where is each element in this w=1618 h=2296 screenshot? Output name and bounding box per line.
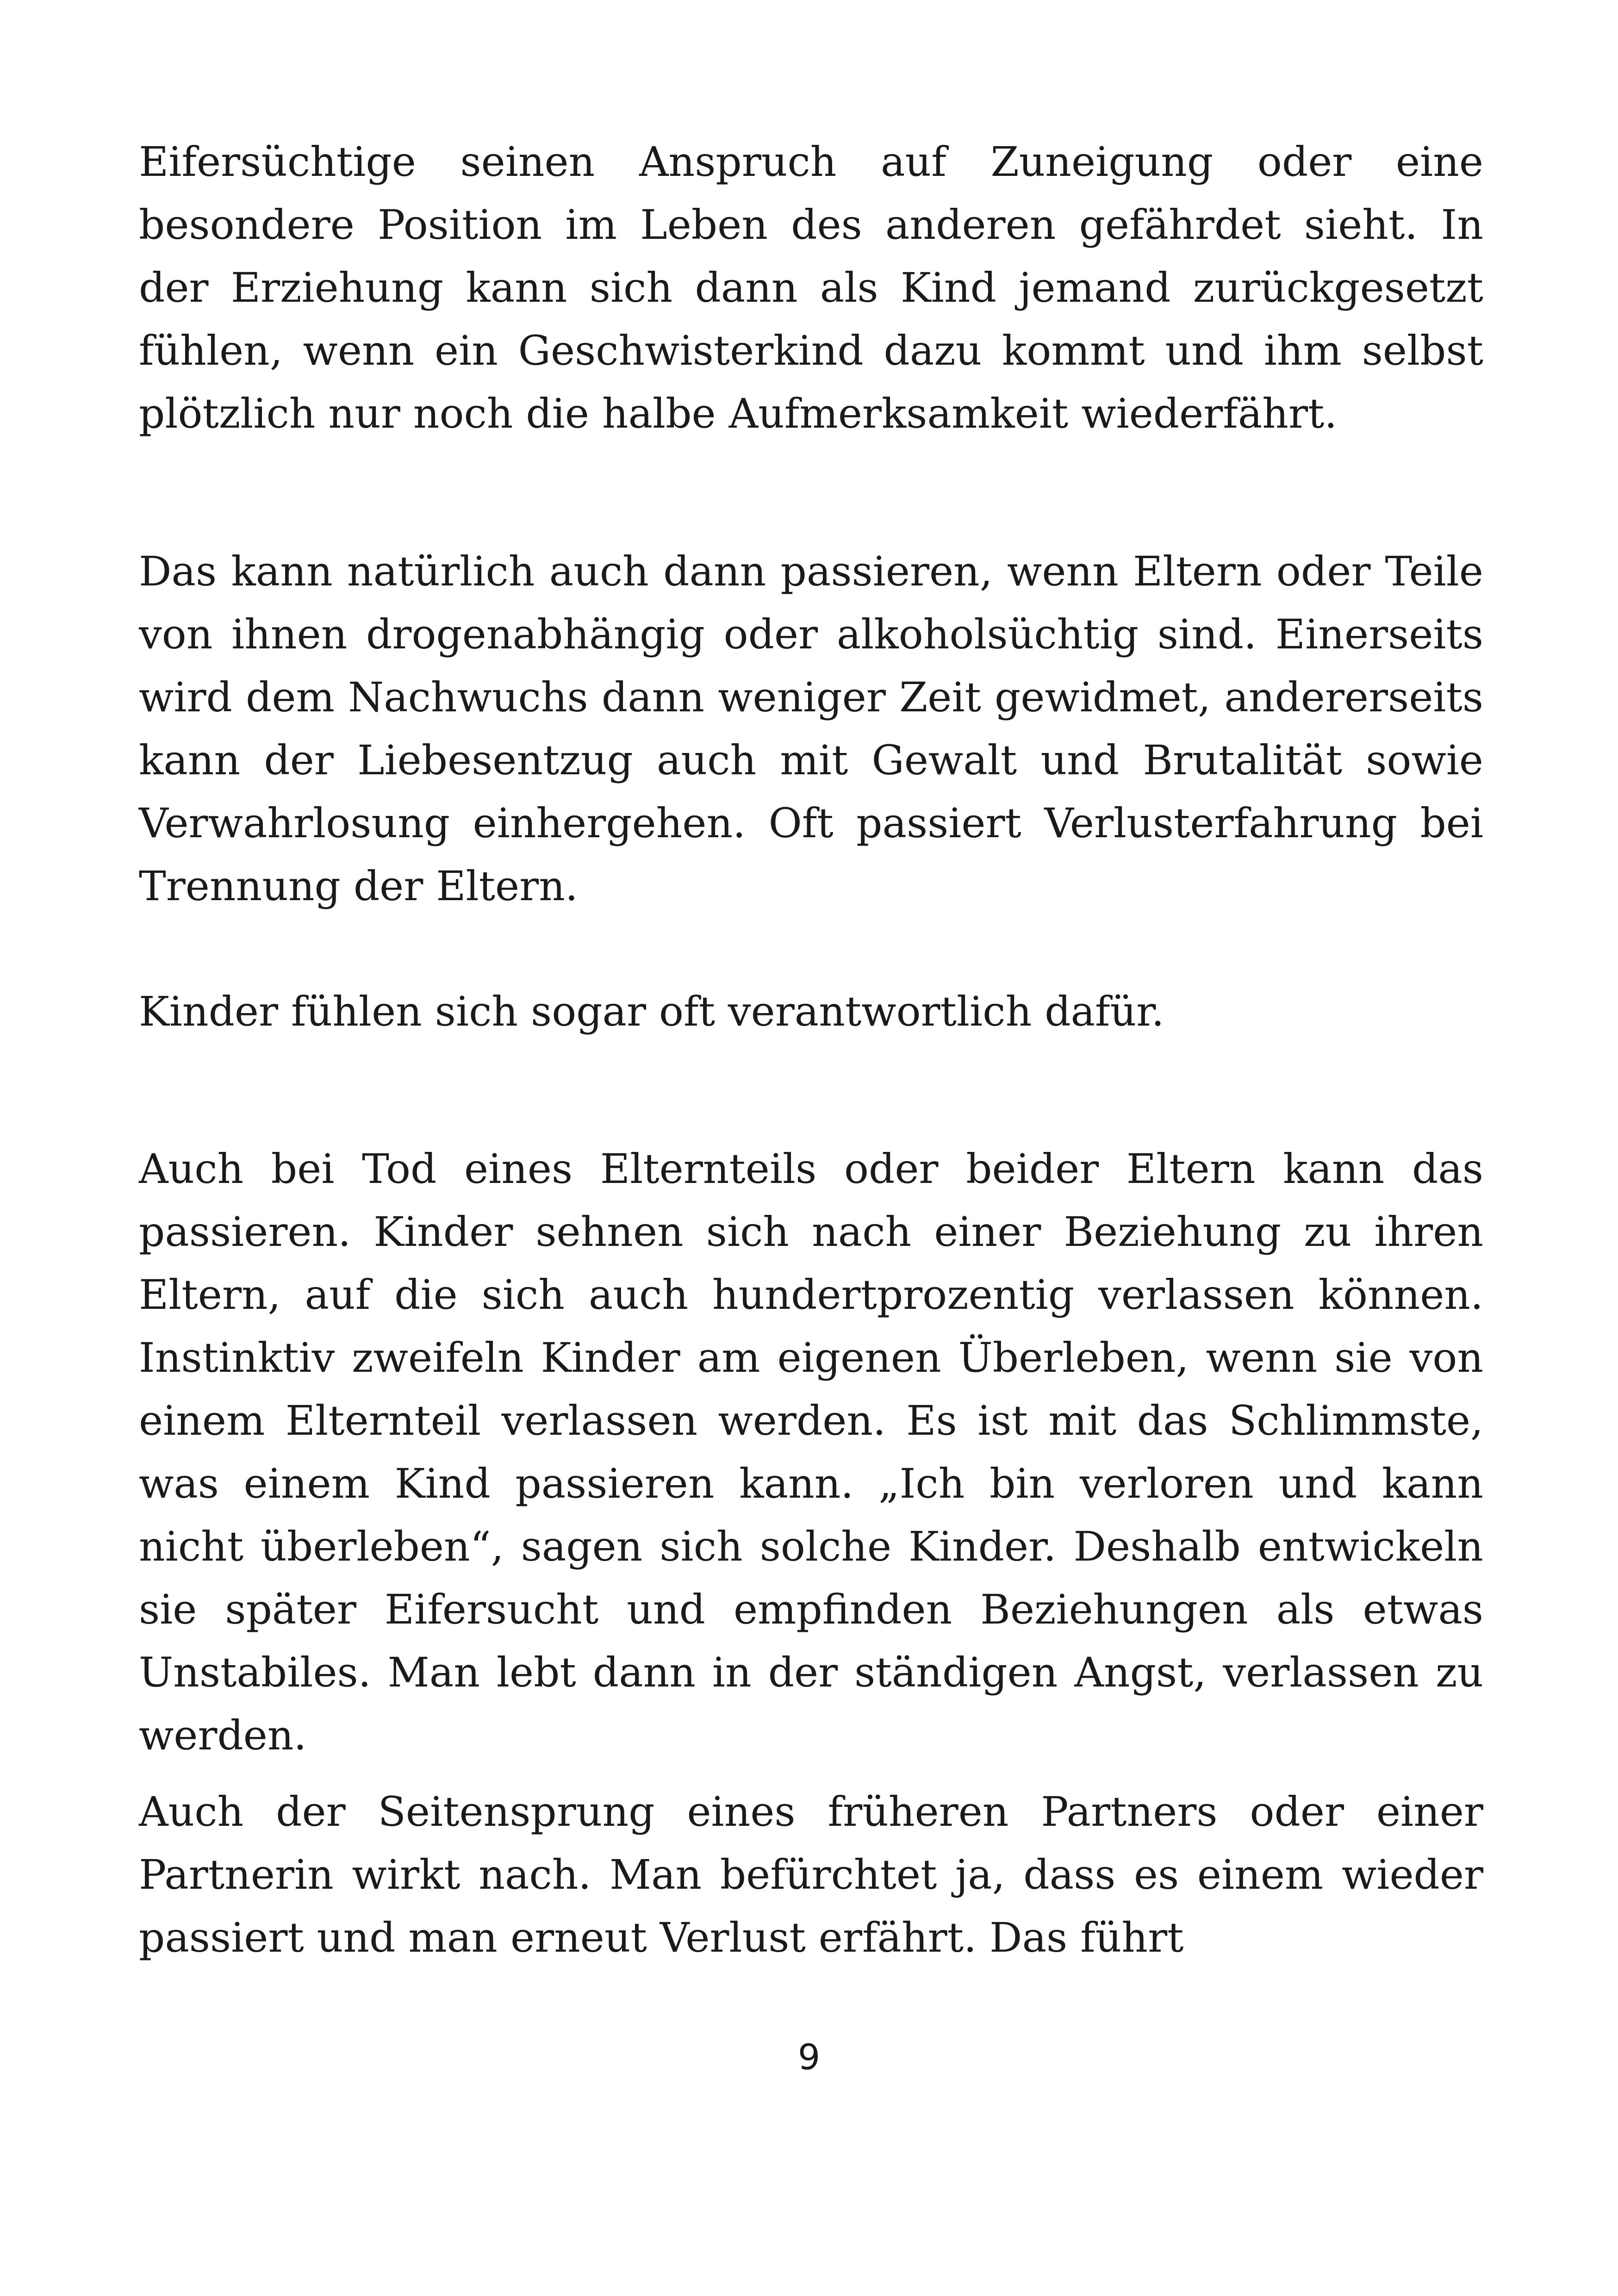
paragraph-jealousy-upbringing: Eifersüchtige seinen Anspruch auf Zuneigung oder eine besondere Position im Leben des anderen gefährdet sieht. In der Erziehung kann sich dann als Kind jemand zurückgesetzt fühlen, wenn ein Geschwisterkind dazu kommt und ihm selbst plötzlich nur noch die halbe Aufmerksamkeit wiederfährt. bbox=[139, 138, 1483, 437]
paragraph-infidelity: Auch der Seitensprung eines früheren Partners oder einer Partnerin wirkt nach. Man befürchtet ja, dass es einem wieder passiert und man erneut Verlust erfährt. Das führt bbox=[139, 1788, 1483, 1961]
paragraph-parent-death: Auch bei Tod eines Elternteils oder beider Eltern kann das passieren. Kinder sehnen sich nach einer Beziehung zu ihren Eltern, auf die sich auch hundertprozentig verlassen können. Instinktiv zweifeln Kinder am eigenen Überleben, wenn sie von einem Elternteil verlassen werden. Es ist mit das Schlimmste, was einem Kind passieren kann. „Ich bin verloren und kann nicht überleben“, sagen sich solche Kinder. Deshalb entwickeln sie später Eifersucht und empfinden Beziehungen als etwas Unstabiles. Man lebt dann in der ständigen Angst, verlassen zu werden. bbox=[139, 1145, 1483, 1759]
paragraph-addicted-parents: Das kann natürlich auch dann passieren, wenn Eltern oder Teile von ihnen drogenabhängig oder alkoholsüchtig sind. Einerseits wird dem Nachwuchs dann weniger Zeit gewidmet, andererseits kann der Liebesentzug auch mit Gewalt und Brutalität sowie Verwahrlosung einhergehen. Oft passiert Verlusterfahrung bei Trennung der Eltern. bbox=[139, 548, 1483, 910]
paragraph-children-responsible: Kinder fühlen sich sogar oft verantwortlich dafür. bbox=[139, 988, 1164, 1035]
page-number: 9 bbox=[797, 2036, 821, 2078]
